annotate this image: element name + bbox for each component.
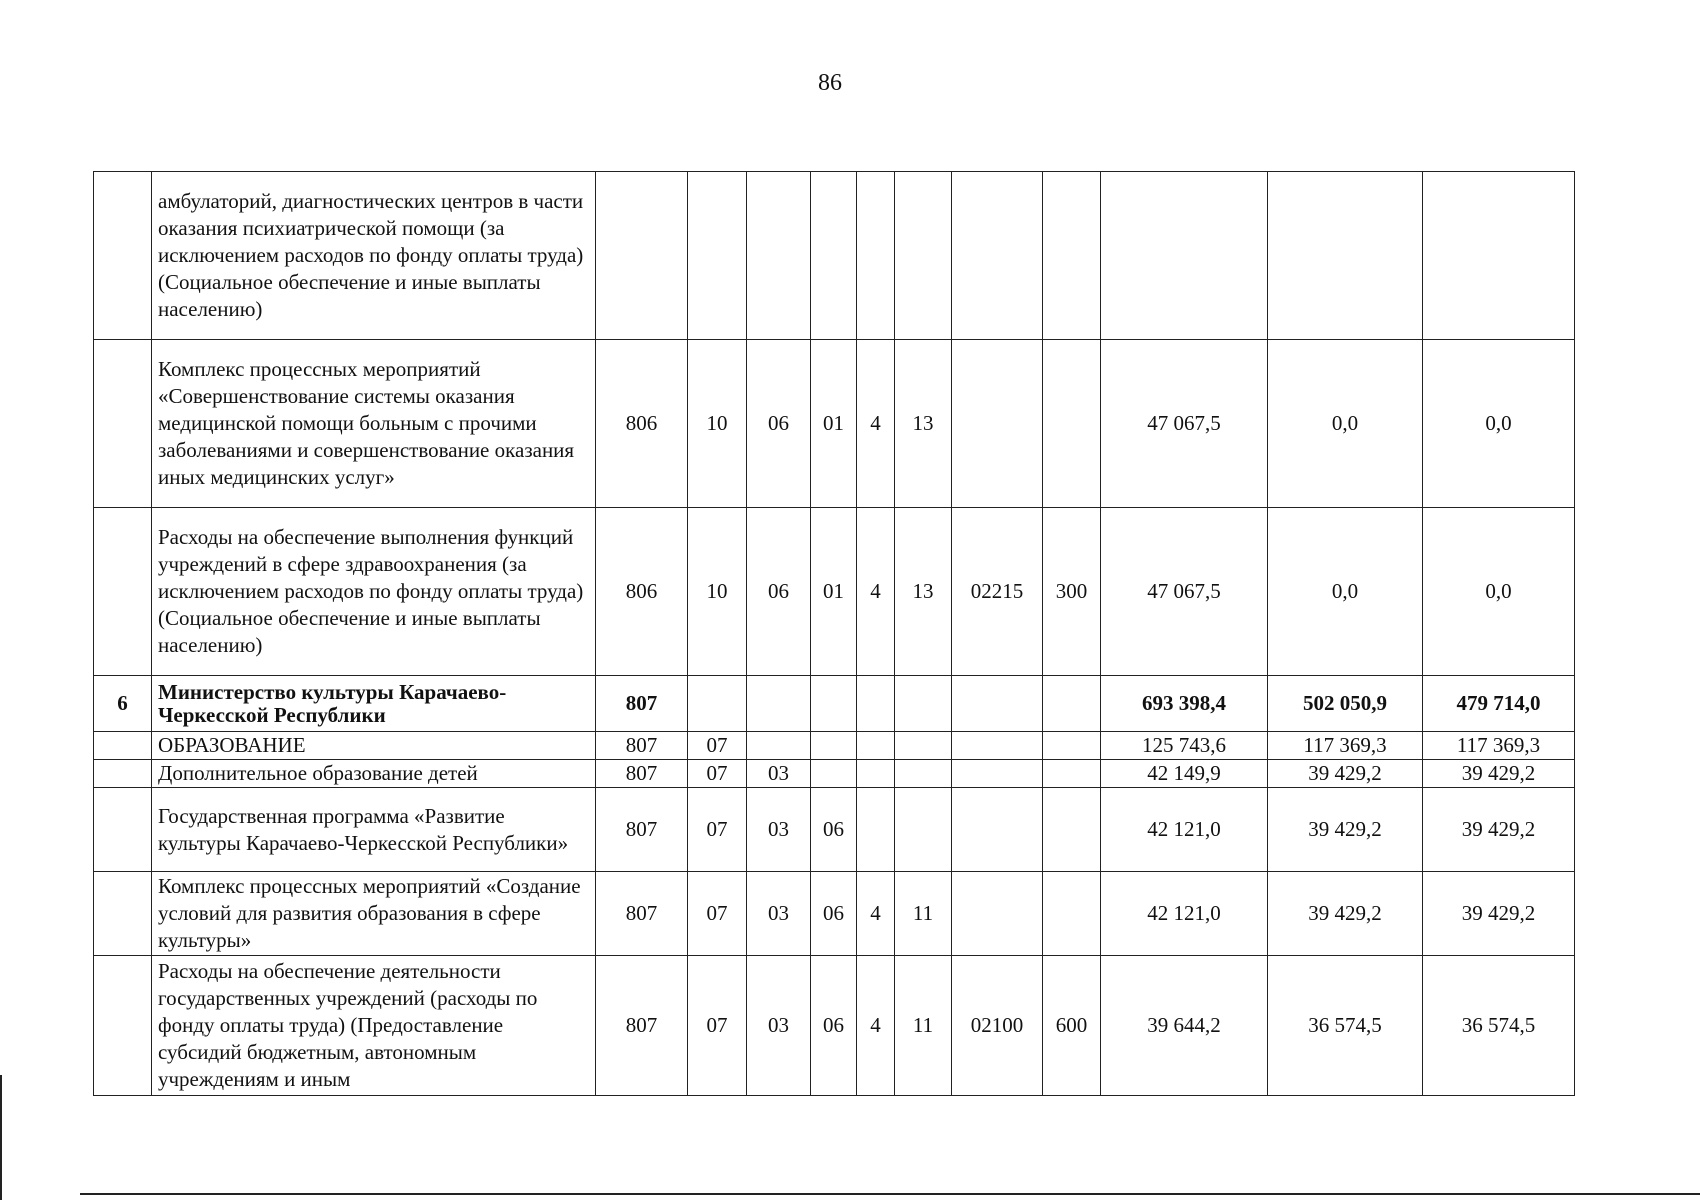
table-body: [94, 172, 1575, 1096]
code-section: 07: [688, 956, 747, 1096]
amount-year-2: 39 429,2: [1268, 760, 1423, 788]
code-type: 4: [857, 340, 895, 508]
code-type: [857, 676, 895, 732]
amount-year-1: 39 644,2: [1101, 956, 1268, 1096]
table-row: [94, 788, 1575, 872]
table-row: [94, 956, 1575, 1096]
amount-year-2: 117 369,3: [1268, 732, 1423, 760]
amount-year-1: 693 398,4: [1101, 676, 1268, 732]
amount-year-3: [1423, 172, 1575, 340]
row-number: 6: [94, 676, 152, 732]
row-number: [94, 172, 152, 340]
code-expense-type: [1043, 340, 1101, 508]
code-type: [857, 760, 895, 788]
page-number: 86: [818, 70, 842, 96]
code-direction: [952, 872, 1043, 956]
code-section: 07: [688, 760, 747, 788]
code-complex: [895, 760, 952, 788]
row-name: Дополнительное образование детей: [152, 760, 596, 788]
amount-year-3: 479 714,0: [1423, 676, 1575, 732]
row-number: [94, 956, 152, 1096]
table-row: [94, 732, 1575, 760]
code-section: [688, 172, 747, 340]
code-type: [857, 732, 895, 760]
code-complex: [895, 732, 952, 760]
code-subsection: 06: [747, 340, 811, 508]
code-direction: [952, 340, 1043, 508]
row-name: Министерство культуры Карачаево-Черкесской Республики: [152, 676, 596, 732]
amount-year-1: 125 743,6: [1101, 732, 1268, 760]
code-subsection: 03: [747, 788, 811, 872]
amount-year-1: 47 067,5: [1101, 508, 1268, 676]
row-number: [94, 732, 152, 760]
code-type: 4: [857, 956, 895, 1096]
code-ministry: 806: [596, 340, 688, 508]
code-program: 01: [811, 340, 857, 508]
code-section: 07: [688, 732, 747, 760]
code-complex: [895, 788, 952, 872]
amount-year-3: 0,0: [1423, 340, 1575, 508]
row-name: Комплекс процессных мероприятий «Совершенствование системы оказания медицинской помощи больным с прочими заболеваниями и совершенствование оказания иных медицинских услуг»: [152, 340, 596, 508]
code-expense-type: [1043, 788, 1101, 872]
table-row: [94, 872, 1575, 956]
code-type: 4: [857, 508, 895, 676]
code-expense-type: [1043, 676, 1101, 732]
code-subsection: 03: [747, 956, 811, 1096]
scan-edge-bottom: [80, 1193, 1700, 1195]
amount-year-2: [1268, 172, 1423, 340]
row-name: Расходы на обеспечение выполнения функций учреждений в сфере здравоохранения (за исключением расходов по фонду оплаты труда) (Социальное обеспечение и иные выплаты населению): [152, 508, 596, 676]
table-row: [94, 676, 1575, 732]
code-type: [857, 172, 895, 340]
code-direction: 02215: [952, 508, 1043, 676]
code-subsection: [747, 676, 811, 732]
amount-year-2: 0,0: [1268, 508, 1423, 676]
amount-year-3: 39 429,2: [1423, 760, 1575, 788]
code-section: 07: [688, 788, 747, 872]
row-name: Государственная программа «Развитие культуры Карачаево-Черкесской Республики»: [152, 788, 596, 872]
row-number: [94, 760, 152, 788]
amount-year-2: 39 429,2: [1268, 788, 1423, 872]
amount-year-1: 47 067,5: [1101, 340, 1268, 508]
table-row: [94, 760, 1575, 788]
code-program: 06: [811, 872, 857, 956]
amount-year-1: 42 149,9: [1101, 760, 1268, 788]
code-program: 06: [811, 788, 857, 872]
code-complex: [895, 676, 952, 732]
code-ministry: 807: [596, 760, 688, 788]
amount-year-3: 117 369,3: [1423, 732, 1575, 760]
code-complex: 11: [895, 872, 952, 956]
code-direction: 02100: [952, 956, 1043, 1096]
code-expense-type: [1043, 760, 1101, 788]
row-name: Комплекс процессных мероприятий «Создание условий для развития образования в сфере культуры»: [152, 872, 596, 956]
amount-year-3: 36 574,5: [1423, 956, 1575, 1096]
amount-year-3: 39 429,2: [1423, 872, 1575, 956]
code-ministry: 807: [596, 956, 688, 1096]
code-section: 10: [688, 340, 747, 508]
code-direction: [952, 760, 1043, 788]
code-direction: [952, 676, 1043, 732]
code-ministry: [596, 172, 688, 340]
code-ministry: 807: [596, 872, 688, 956]
code-subsection: 06: [747, 508, 811, 676]
row-number: [94, 340, 152, 508]
code-program: [811, 732, 857, 760]
code-direction: [952, 732, 1043, 760]
code-subsection: [747, 732, 811, 760]
amount-year-1: [1101, 172, 1268, 340]
row-number: [94, 788, 152, 872]
row-name: Расходы на обеспечение деятельности государственных учреждений (расходы по фонду оплаты труда) (Предоставление субсидий бюджетным, автономным учреждениям и иным: [152, 956, 596, 1096]
code-complex: 11: [895, 956, 952, 1096]
code-complex: 13: [895, 340, 952, 508]
code-expense-type: 600: [1043, 956, 1101, 1096]
row-number: [94, 508, 152, 676]
amount-year-2: 36 574,5: [1268, 956, 1423, 1096]
code-program: 06: [811, 956, 857, 1096]
code-expense-type: 300: [1043, 508, 1101, 676]
amount-year-2: 502 050,9: [1268, 676, 1423, 732]
code-ministry: 807: [596, 676, 688, 732]
row-number: [94, 872, 152, 956]
amount-year-2: 39 429,2: [1268, 872, 1423, 956]
amount-year-1: 42 121,0: [1101, 872, 1268, 956]
table-row: [94, 508, 1575, 676]
code-subsection: 03: [747, 872, 811, 956]
code-subsection: 03: [747, 760, 811, 788]
table-row: [94, 172, 1575, 340]
code-section: 10: [688, 508, 747, 676]
amount-year-3: 0,0: [1423, 508, 1575, 676]
code-ministry: 807: [596, 732, 688, 760]
code-program: [811, 760, 857, 788]
code-type: 4: [857, 872, 895, 956]
code-complex: [895, 172, 952, 340]
code-section: [688, 676, 747, 732]
code-direction: [952, 172, 1043, 340]
amount-year-2: 0,0: [1268, 340, 1423, 508]
code-expense-type: [1043, 732, 1101, 760]
code-type: [857, 788, 895, 872]
code-subsection: [747, 172, 811, 340]
code-program: 01: [811, 508, 857, 676]
code-complex: 13: [895, 508, 952, 676]
code-direction: [952, 788, 1043, 872]
code-ministry: 807: [596, 788, 688, 872]
code-section: 07: [688, 872, 747, 956]
code-program: [811, 676, 857, 732]
table-row: [94, 340, 1575, 508]
code-ministry: 806: [596, 508, 688, 676]
code-expense-type: [1043, 172, 1101, 340]
code-expense-type: [1043, 872, 1101, 956]
row-name: ОБРАЗОВАНИЕ: [152, 732, 596, 760]
amount-year-1: 42 121,0: [1101, 788, 1268, 872]
amount-year-3: 39 429,2: [1423, 788, 1575, 872]
budget-table: [93, 171, 1575, 1096]
row-name: амбулаторий, диагностических центров в части оказания психиатрической помощи (за исключением расходов по фонду оплаты труда) (Социальное обеспечение и иные выплаты населению): [152, 172, 596, 340]
scan-edge-left: [0, 1075, 2, 1200]
code-program: [811, 172, 857, 340]
